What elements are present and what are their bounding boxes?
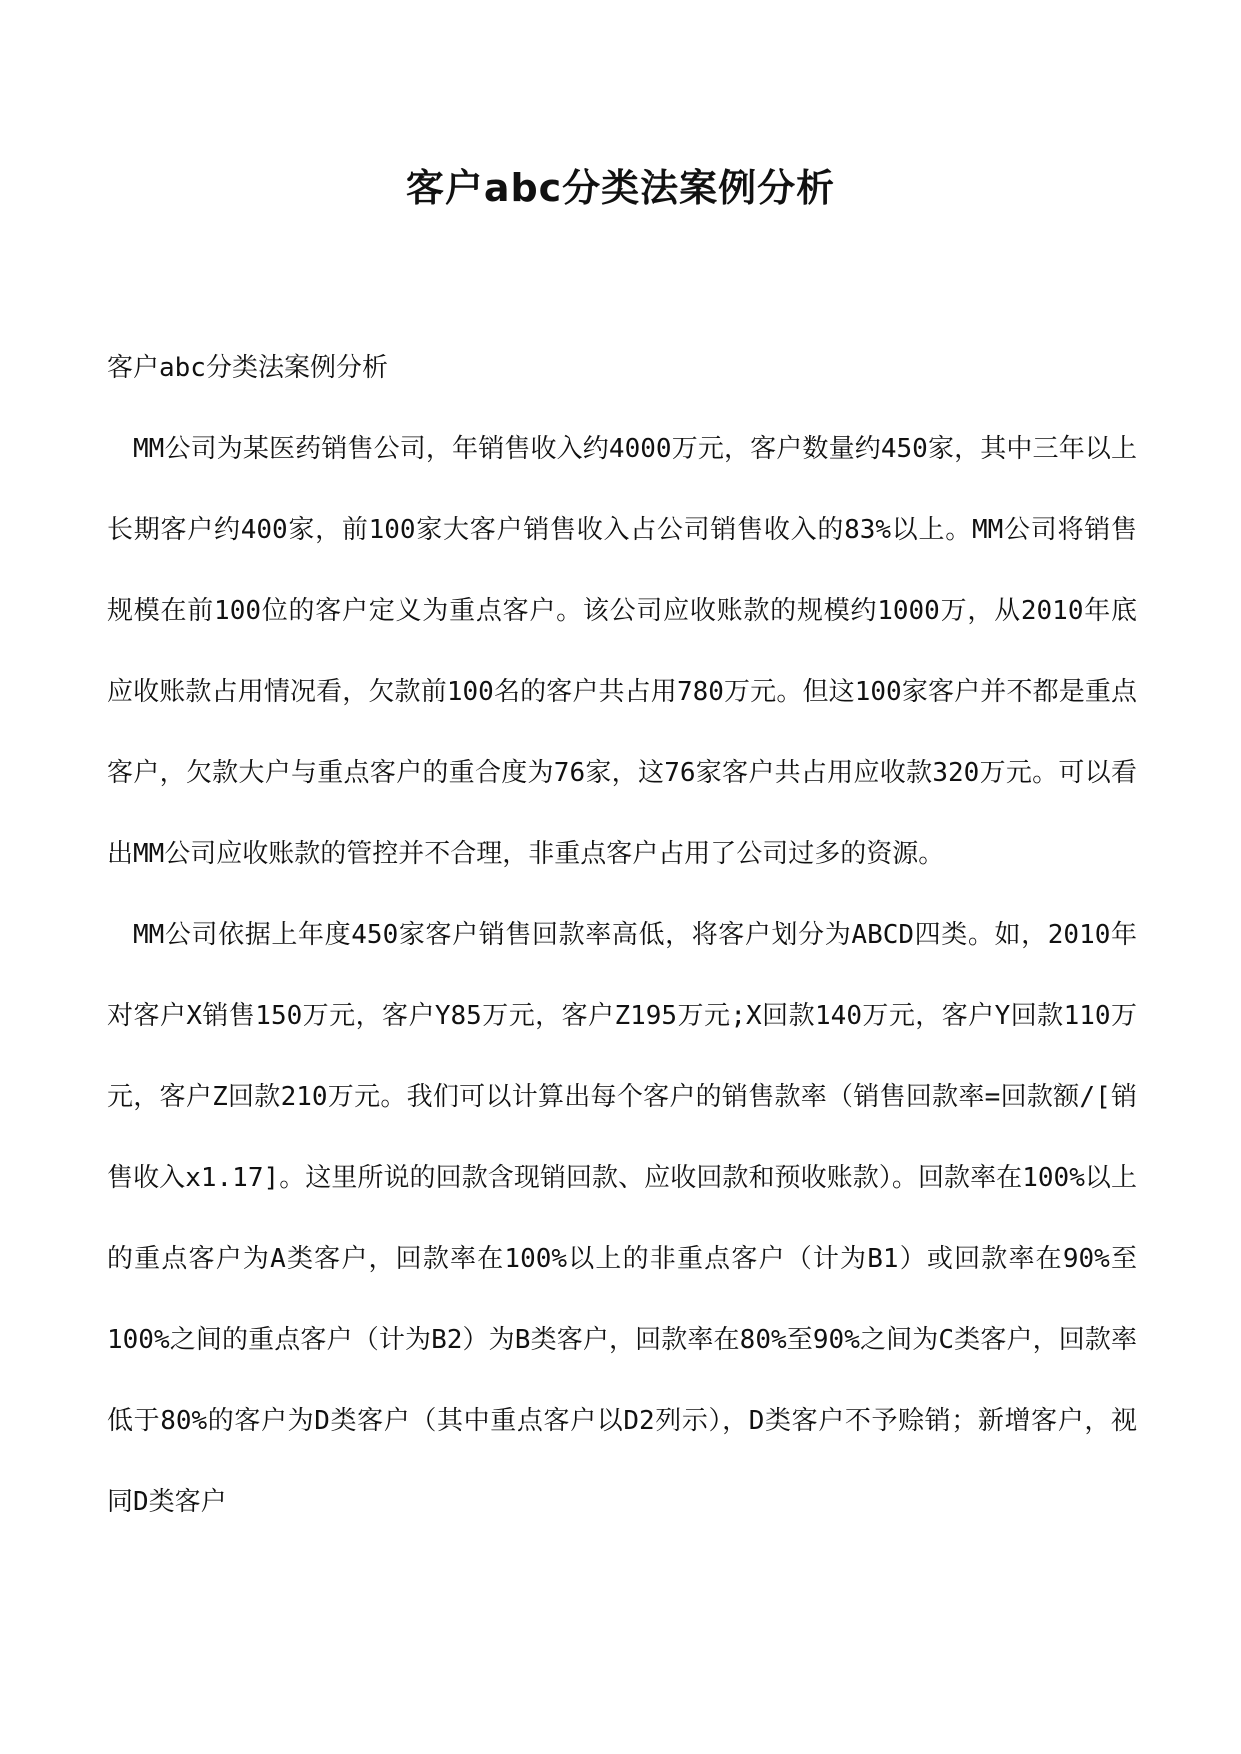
document-title: 客户abc分类法案例分析 [405, 166, 836, 210]
paragraph-1: MM公司为某医药销售公司，年销售收入约4000万元，客户数量约450家，其中三年以上长期客户约400家，前100家大客户销售收入占公司销售收入的83%以上。MM公司将销售规模在前100位的客户定义为重点客户。该公司应收账款的规模约1000万，从2010年底应收账款占用情况看，欠款前100名的客户共占用780万元。但这100家客户并不都是重点客户，欠款大户与重点客户的重合度为76家，这76家客户共占用应收款320万元。可以看出MM公司应收账款的管控并不合理，非重点客户占用了公司过多的资源。 [107, 434, 1137, 869]
document-body [107, 338, 1137, 1543]
document-subtitle: 客户abc分类法案例分析 [107, 353, 388, 383]
paragraph-2: MM公司依据上年度450家客户销售回款率高低，将客户划分为ABCD四类。如，2010年对客户X销售150万元，客户Y85万元，客户Z195万元;X回款140万元，客户Y回款110万元，客户Z回款210万元。我们可以计算出每个客户的销售款率（销售回款率=回款额/[销售收入x1.17]。这里所说的回款含现销回款、应收回款和预收账款）。回款率在100%以上的重点客户为A类客户，回款率在100%以上的非重点客户（计为B1）或回款率在90%至100%之间的重点客户（计为B2）为B类客户，回款率在80%至90%之间为C类客户，回款率低于80%的客户为D类客户（其中重点客户以D2列示），D类客户不予赊销；新增客户，视同D类客户 [107, 920, 1137, 1517]
